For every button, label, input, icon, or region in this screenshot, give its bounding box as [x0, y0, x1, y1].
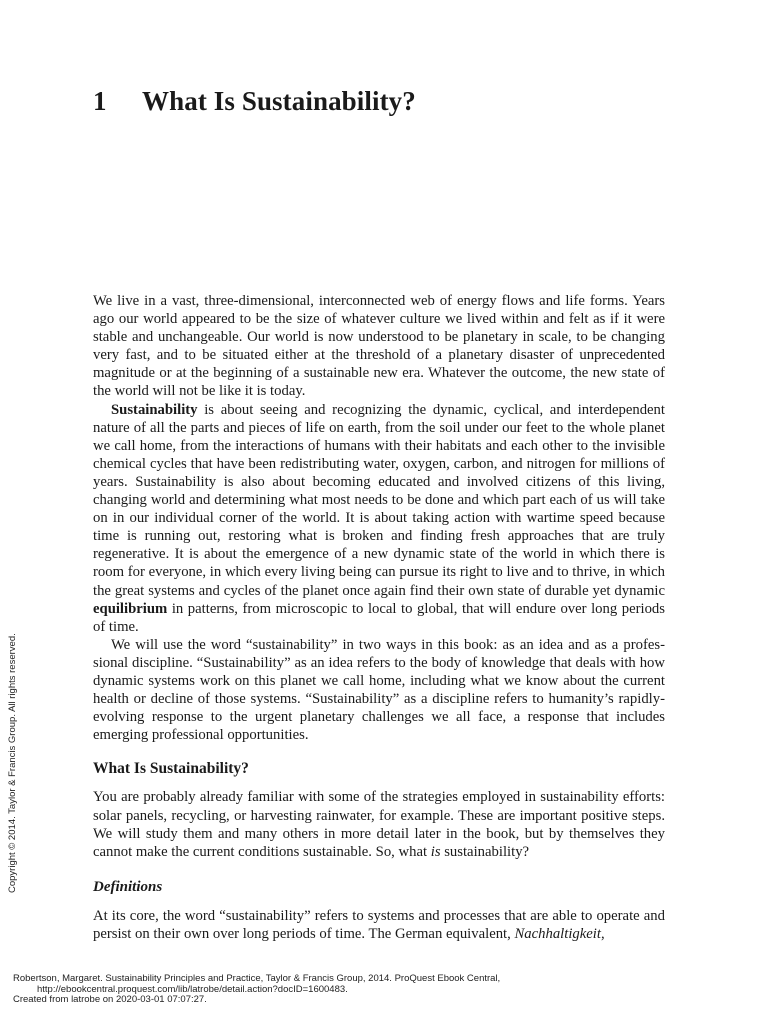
paragraph-text: At its core, the word “sustainability” refers to systems and processes that are able to operate and persist on their own over long periods of time. The German equivalent, [93, 907, 665, 942]
footer-citation [13, 974, 500, 1006]
paragraph-strategies [93, 788, 665, 860]
paragraph-definitions [93, 907, 665, 943]
key-term-sustainability: Sustainability [111, 401, 198, 418]
paragraph-text: is about seeing and recognizing the dynamic, cyclical, and interdependent nature of all the parts and pieces of life on earth, from the soil under our feet to the whole planet we call home, from the interactions of humans with their habitats and each other to the invisible chemical cycles that have been redistributing water, oxygen, carbon, and nitrogen for millions of years. Sustainability is also about becoming educated and involved citizens of this living, changing world and determining what most needs to be done and which part each of us will take on in our individual corner of the world. It is about taking action with wartime speed because time is running out, restoring what is broken and finding fresh approaches that are truly regenerative. It is about the emergence of a new dynamic state of the world in which there is room for everyone, in which every living being can pursue its right to live and to thrive, in which the great systems and cycles of the planet once again find their own state of durable yet dynamic [93, 401, 665, 599]
paragraph-sustainability [93, 401, 665, 636]
chapter-title: What Is Sustainability? [142, 86, 416, 116]
emphasis-nachhaltigkeit: Nachhaltigkeit [514, 926, 601, 942]
emphasis-is: is [430, 843, 441, 860]
paragraph-two-ways: We will use the word “sustainability” in two ways in this book: as an idea and as a professional discipline. “Sustainability” as an idea refers to the body of knowledge that deals with how dynamic systems work on this planet we call home, including what we know about the current health or decline of those systems. “Sustainability” as a discipline refers to humanity’s rapidly-evolving response to the urgent planetary challenges we all face, a response that includes emerging professional opportunities. [93, 636, 665, 744]
paragraph-text: sustainability? [440, 843, 530, 860]
body-content [93, 292, 665, 943]
key-term-equilibrium: equilibrium [93, 600, 168, 617]
side-copyright-notice: Copyright © 2014. Taylor & Francis Group. All rights reserved. [7, 633, 18, 893]
paragraph-intro: We live in a vast, three-dimensional, interconnected web of energy flows and life forms. Years ago our world appeared to be the size of whatever culture we lived within and felt as if it were stable and unchangeable. Our world is now understood to be planetary in scale, to be changing very fast, and to be situated either at the threshold of a planetary disaster of unprecedented magnitude or at the beginning of a sustainable new era. Whatever the outcome, the new state of the world will not be like it is today. [93, 293, 665, 400]
paragraph-text: You are probably already familiar with some of the strategies employed in sustainability efforts: solar panels, recycling, or harvesting rainwater, for example. These are important positive steps. We will study them and many others in more detail later in the book, but by themselves they cannot make the current conditions sustainable. So, what [93, 789, 665, 860]
paragraph-text: , [600, 926, 605, 942]
footer-created-line: Created from latrobe on 2020-03-01 07:07:27. [13, 994, 207, 1006]
footer-citation-line: Robertson, Margaret. Sustainability Principles and Practice, Taylor & Francis Group, 2014. ProQuest Ebook Central, [13, 973, 501, 984]
chapter-number: 1 [93, 86, 107, 116]
footer-url: http://ebookcentral.proquest.com/lib/latrobe/detail.action?docID=1600483. [37, 983, 348, 995]
section-heading: What Is Sustainability? [93, 760, 249, 778]
paragraph-text: in patterns, from microscopic to local to global, that will endure over long periods of time. [93, 600, 665, 635]
chapter-heading [93, 86, 416, 117]
subsection-heading: Definitions [93, 878, 163, 895]
